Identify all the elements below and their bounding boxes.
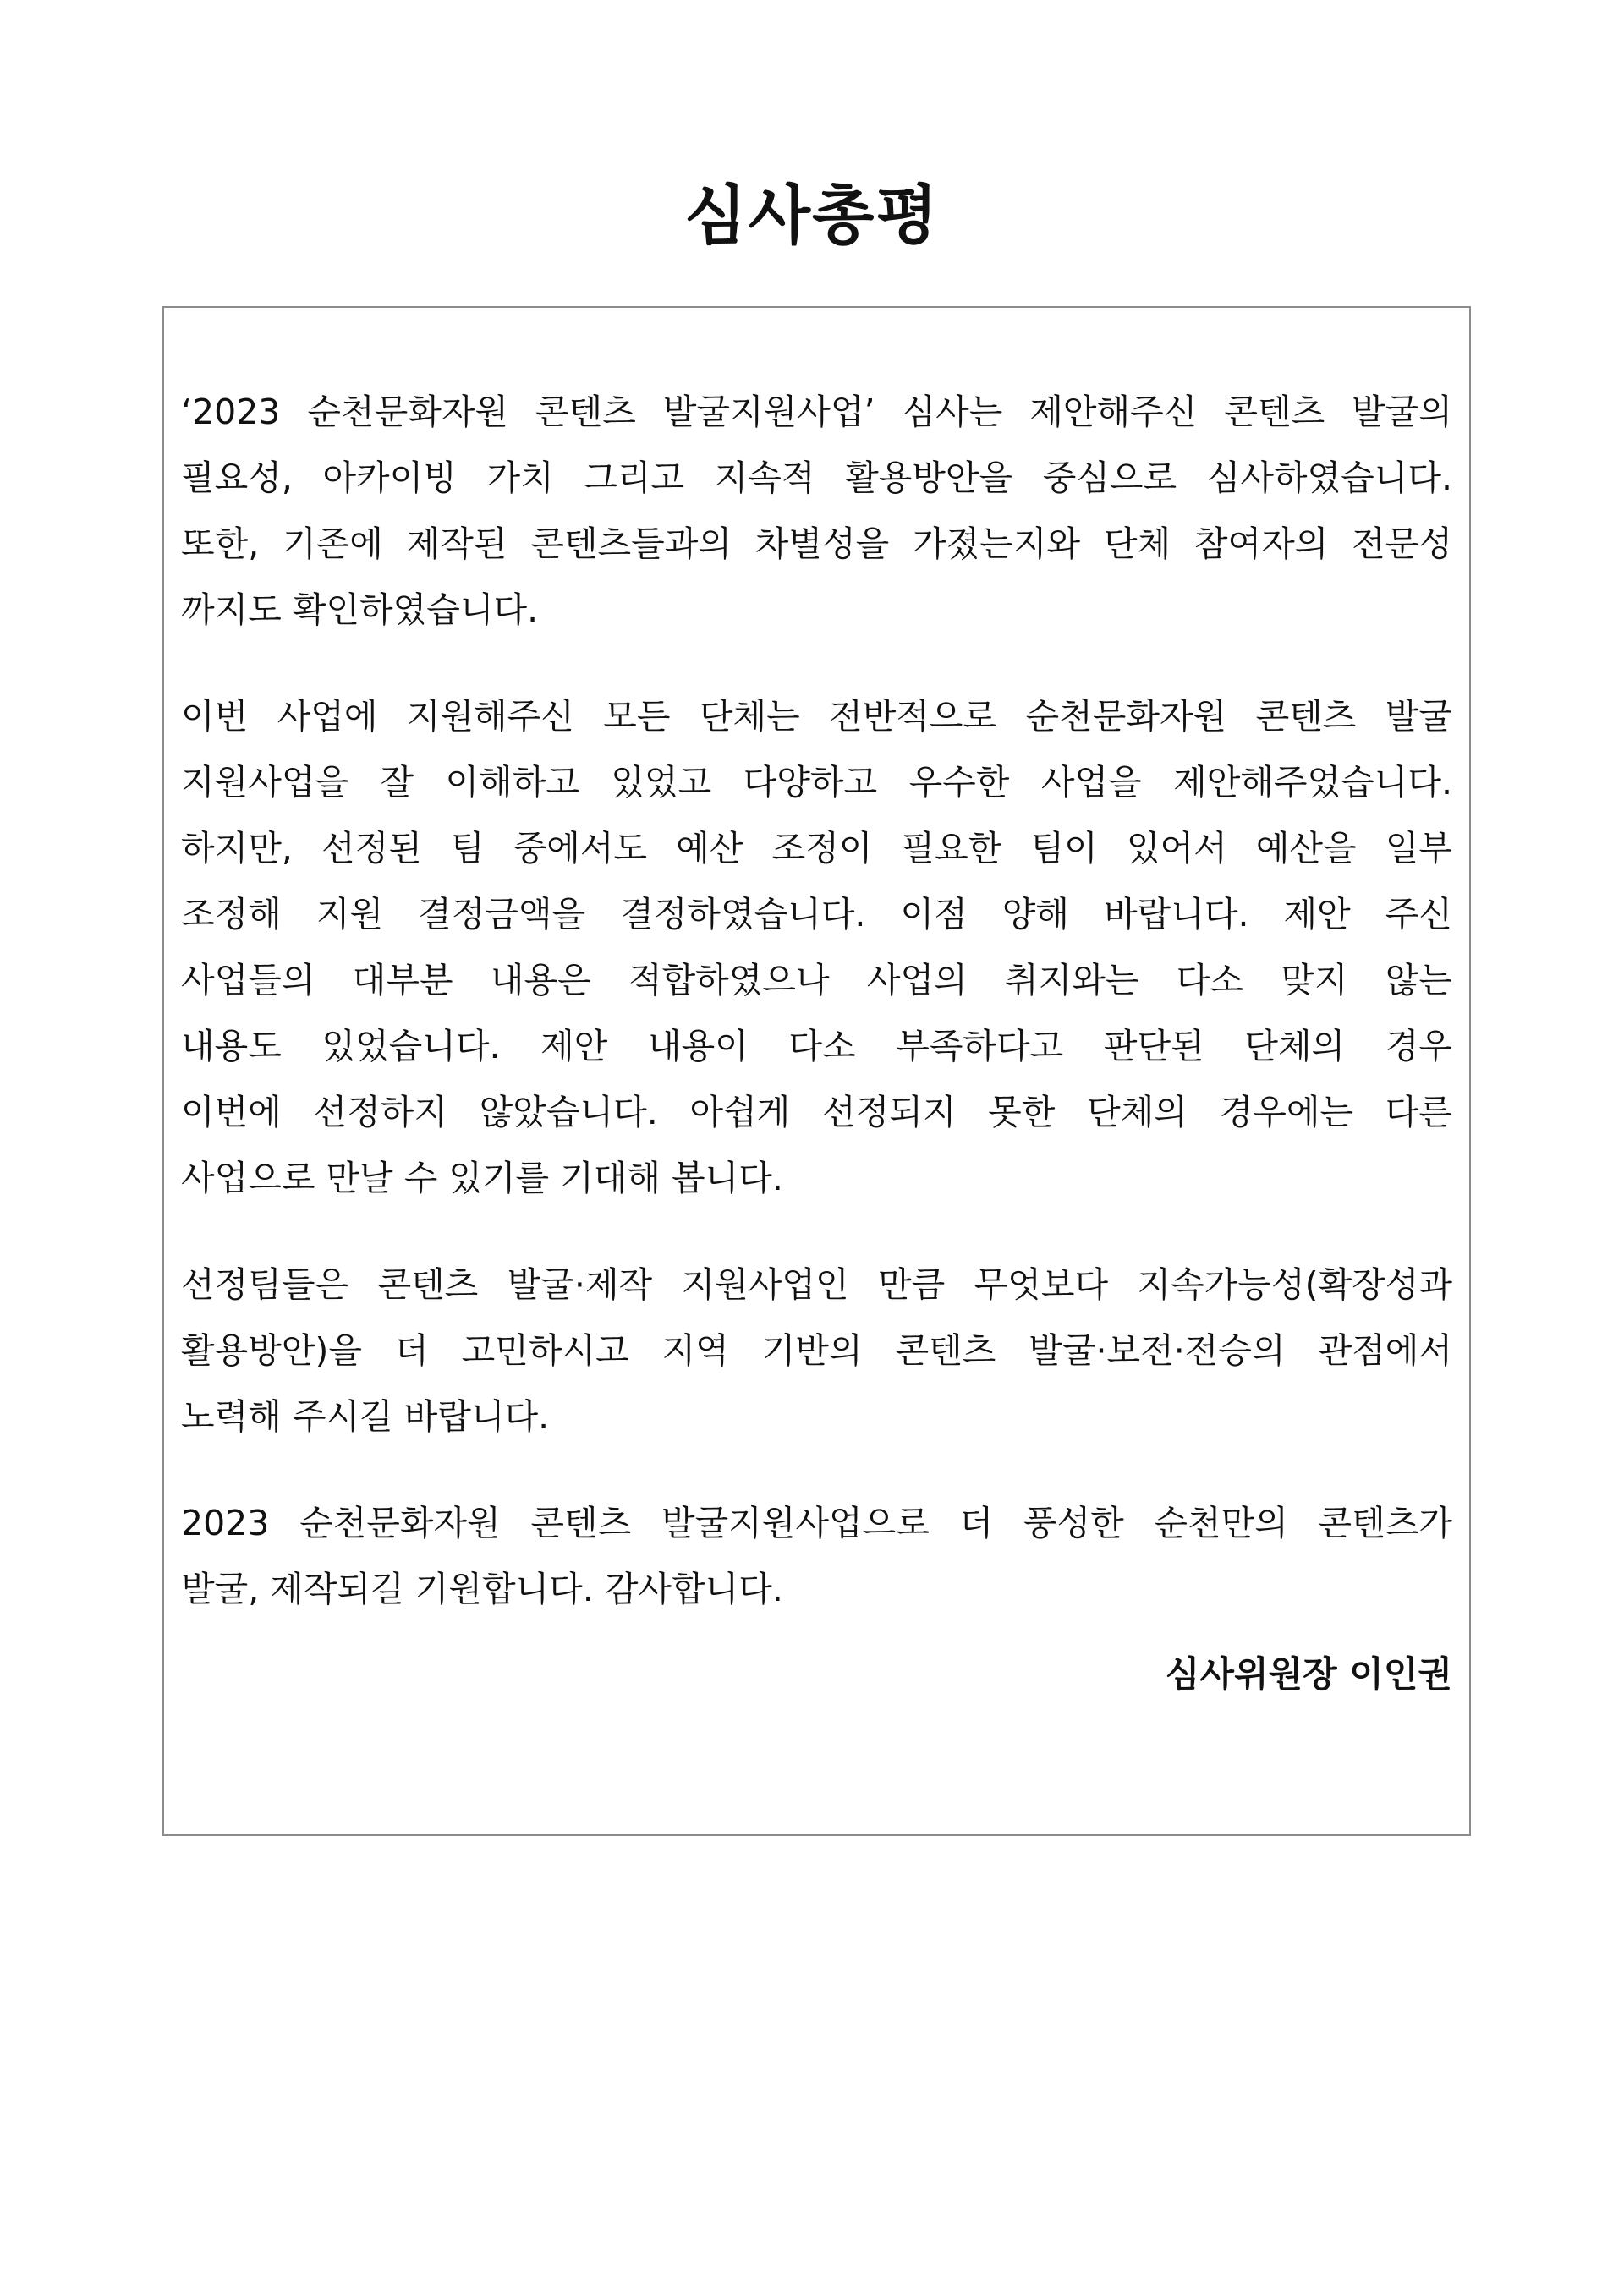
signature: 심사위원장 이인권 — [1165, 1653, 1452, 1695]
review-body — [181, 379, 1452, 1622]
paragraph-line: 이번에 선정하지 않았습니다. 아쉽게 선정되지 못한 단체의 경우에는 다른 — [181, 1092, 1452, 1132]
paragraph-applicants — [181, 683, 1452, 1211]
page-title: 심사총평 — [684, 178, 940, 253]
paragraph-line: 노력해 주시길 바랍니다. — [181, 1396, 550, 1437]
paragraph-spacer — [181, 643, 1452, 683]
paragraph-line: 2023 순천문화자원 콘텐츠 발굴지원사업으로 더 풍성한 순천만의 콘텐츠가 — [181, 1503, 1452, 1543]
paragraph-closing — [181, 1490, 1452, 1622]
paragraph-line: 이번 사업에 지원해주신 모든 단체는 전반적으로 순천문화자원 콘텐츠 발굴 — [181, 696, 1452, 737]
paragraph-line: 내용도 있었습니다. 제안 내용이 다소 부족하다고 판단된 단체의 경우 — [181, 1026, 1452, 1066]
paragraph-line: 활용방안)을 더 고민하시고 지역 기반의 콘텐츠 발굴·보전·전승의 관점에서 — [181, 1330, 1452, 1371]
paragraph-line: ‘2023 순천문화자원 콘텐츠 발굴지원사업’ 심사는 제안해주신 콘텐츠 발굴의 — [181, 392, 1452, 432]
paragraph-line: 사업들의 대부분 내용은 적합하였으나 사업의 취지와는 다소 맞지 않는 — [181, 960, 1452, 1000]
paragraph-line: 까지도 확인하였습니다. — [181, 589, 539, 630]
paragraph-review-criteria — [181, 379, 1452, 643]
paragraph-line: 하지만, 선정된 팀 중에서도 예산 조정이 필요한 팀이 있어서 예산을 일부 — [181, 828, 1452, 869]
paragraph-line: 선정팀들은 콘텐츠 발굴·제작 지원사업인 만큼 무엇보다 지속가능성(확장성과 — [181, 1264, 1452, 1305]
paragraph-line: 사업으로 만날 수 있기를 기대해 봅니다. — [181, 1158, 783, 1198]
paragraph-line: 또한, 기존에 제작된 콘텐츠들과의 차별성을 가졌는지와 단체 참여자의 전문성 — [181, 523, 1452, 564]
paragraph-line: 지원사업을 잘 이해하고 있었고 다양하고 우수한 사업을 제안해주었습니다. — [181, 762, 1452, 803]
paragraph-line: 필요성, 아카이빙 가치 그리고 지속적 활용방안을 중심으로 심사하였습니다. — [181, 458, 1452, 498]
paragraph-line: 조정해 지원 결정금액을 결정하였습니다. 이점 양해 바랍니다. 제안 주신 — [181, 894, 1452, 934]
paragraph-spacer — [181, 1449, 1452, 1490]
review-box — [162, 306, 1471, 1836]
paragraph-selected-teams — [181, 1252, 1452, 1449]
paragraph-line: 발굴, 제작되길 기원합니다. 감사합니다. — [181, 1569, 783, 1609]
paragraph-spacer — [181, 1211, 1452, 1252]
